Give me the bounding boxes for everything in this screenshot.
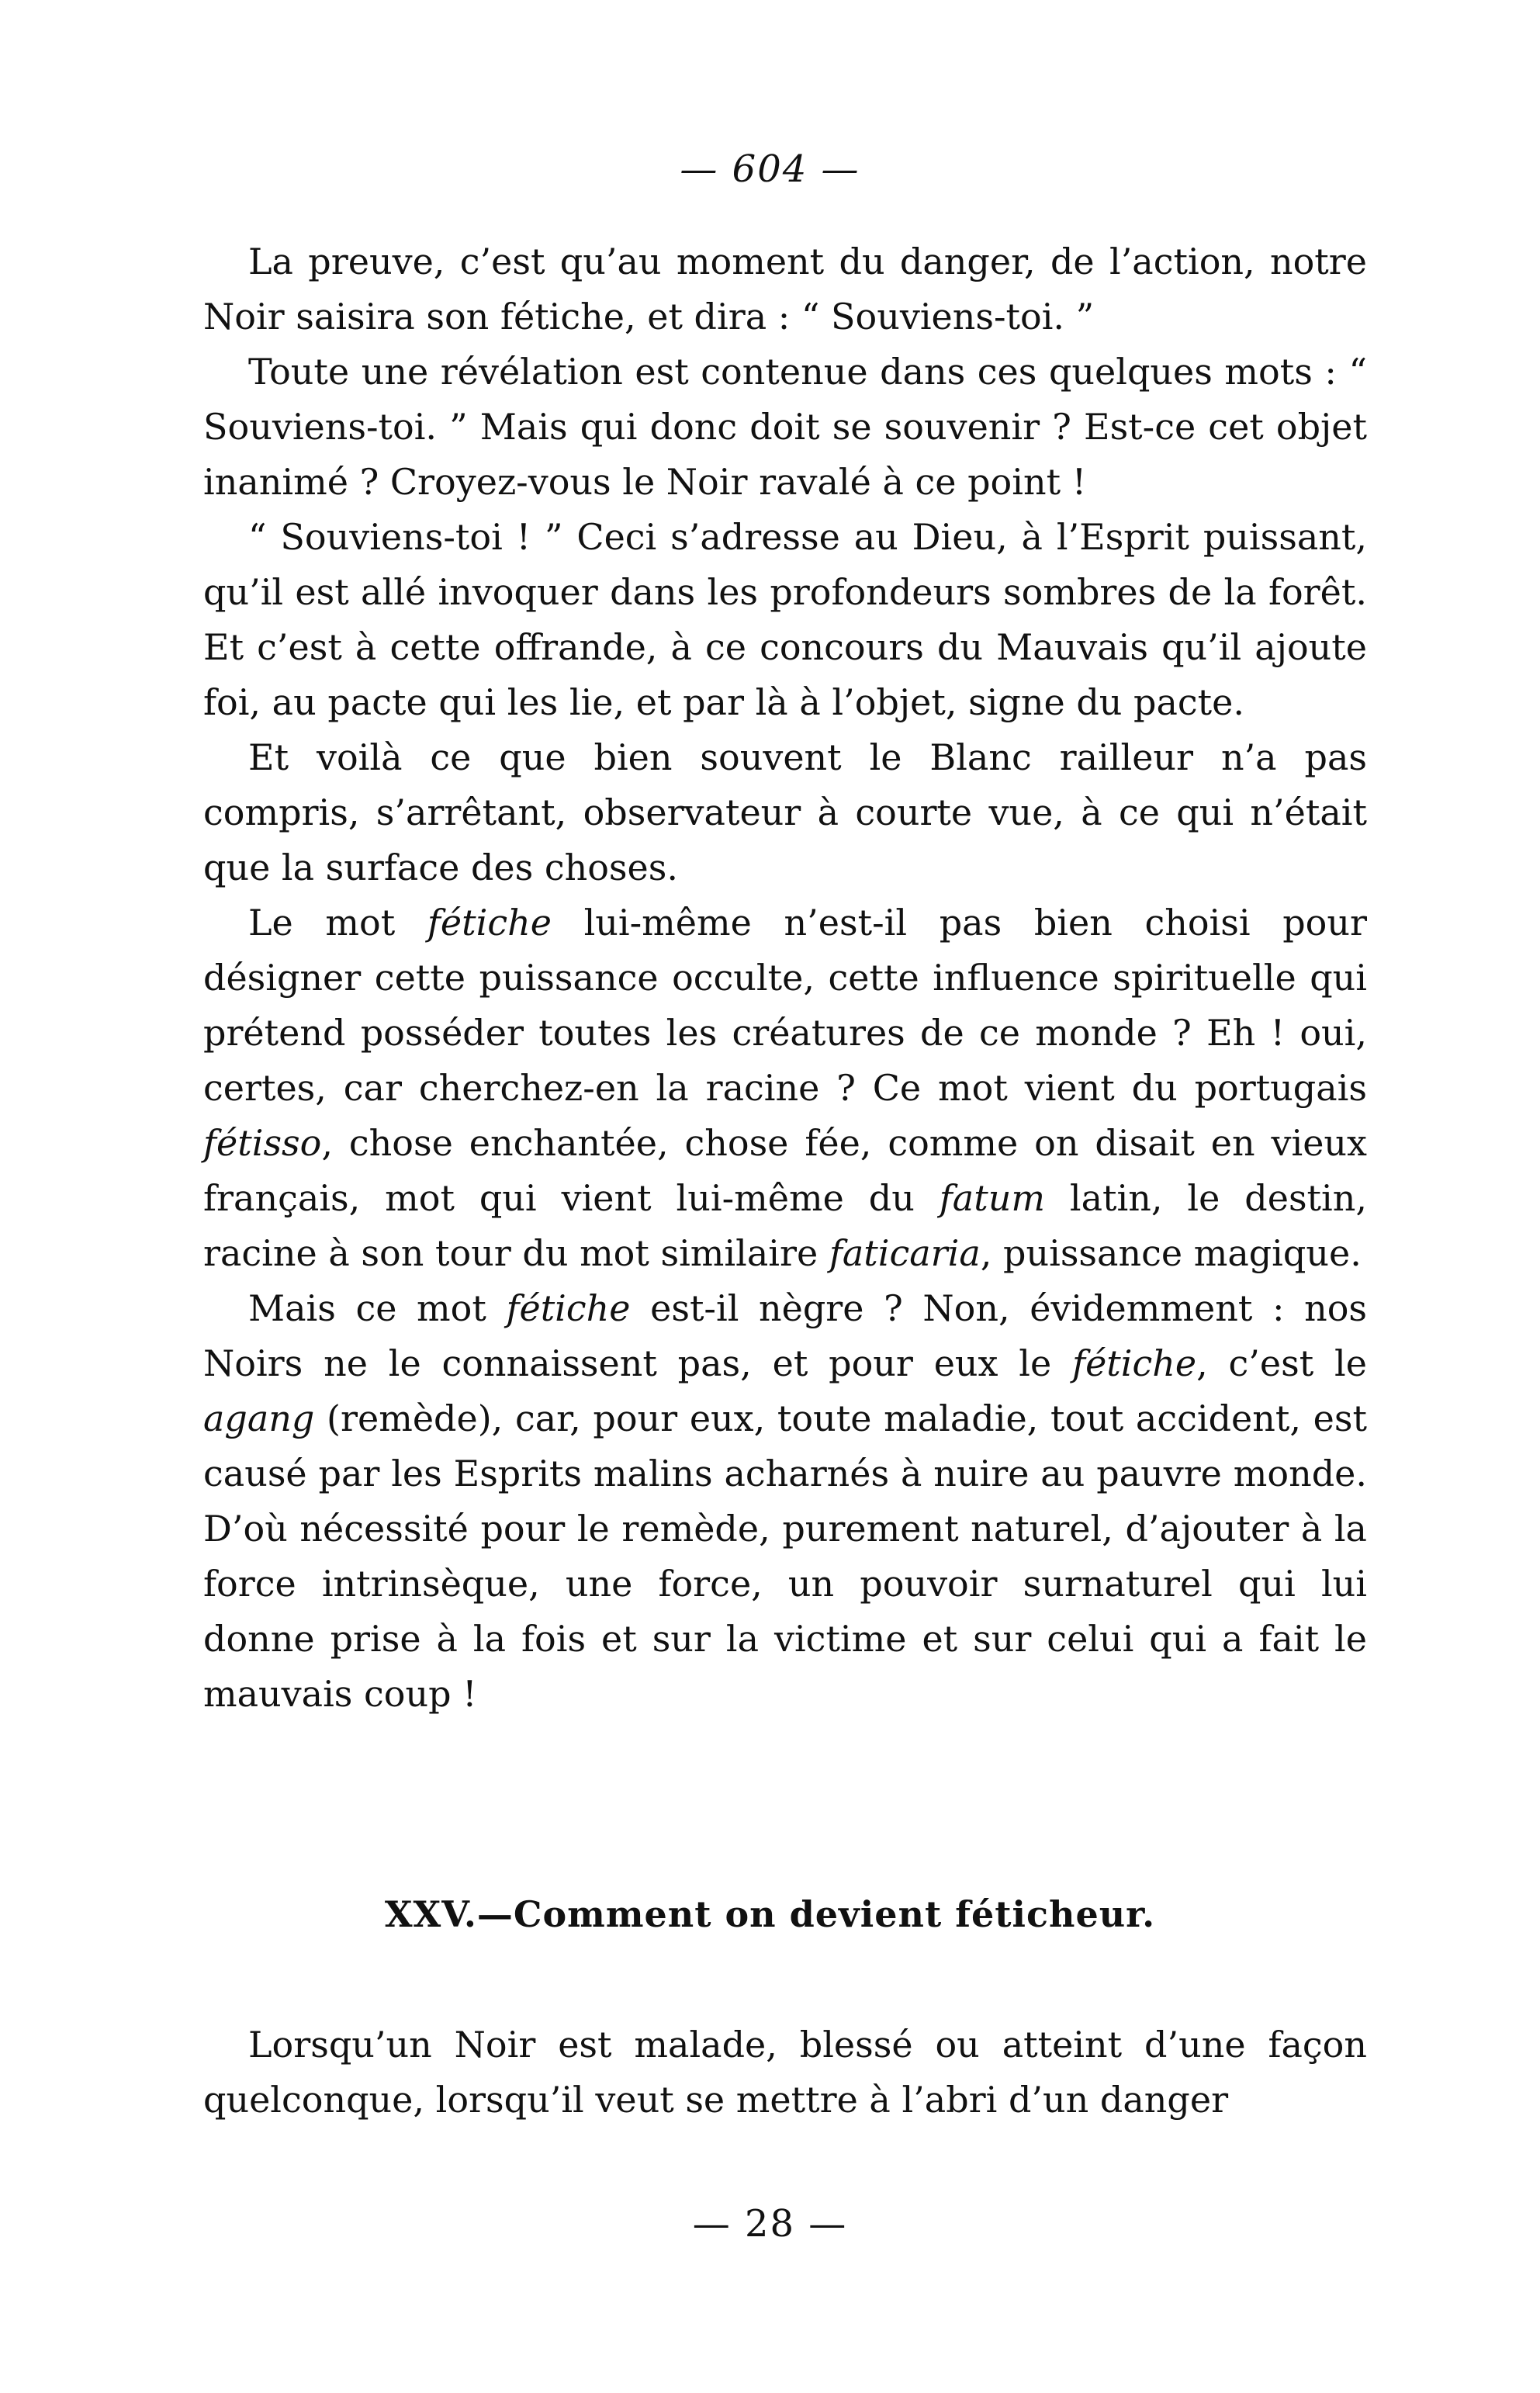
paragraph-4-text: Et voilà ce que bien souvent le Blanc railleur n’a pas compris, s’arrêtant, observateur à courte vue, à ce qui n’était que la surface des choses. [203, 736, 1367, 888]
paragraph-6 [203, 1281, 1367, 1722]
paragraph-6-text-1: Mais ce mot [248, 1287, 507, 1329]
paragraph-5-text-5: , puissance magique. [980, 1232, 1362, 1274]
body-text [203, 234, 1367, 1722]
paragraph-5-italic-fetisso: fétisso [203, 1122, 322, 1164]
section-heading: XXV.—Comment on devient féticheur. [384, 1893, 1156, 1935]
paragraph-5-text-3: , chose enchantée, chose fée, comme on disait en vieux français, mot qui vient lui-même du [203, 1122, 1367, 1219]
paragraph-6-text-3: , c’est le [1196, 1342, 1367, 1384]
paragraph-3 [203, 510, 1367, 730]
paragraph-2-text: Toute une révélation est contenue dans ces quelques mots : “ Souviens-toi. ” Mais qui donc doit se souvenir ? Est-ce cet objet inanimé ? Croyez-vous le Noir ravalé à ce point ! [203, 351, 1367, 503]
section-paragraph-1 [203, 2017, 1367, 2128]
paragraph-6-italic-fetiche-2: fétiche [1072, 1342, 1197, 1384]
paragraph-6-text-4: (remède), car, pour eux, toute maladie, tout accident, est causé par les Esprits malins acharnés à nuire au pauvre monde. D’où nécessité pour le remède, purement naturel, d’ajouter à la force intrinsèque, une force, un pouvoir surnaturel qui lui donne prise à la fois et sur la victime et sur celui qui a fait le mauvais coup ! [203, 1397, 1367, 1715]
paragraph-4 [203, 730, 1367, 895]
paragraph-6-italic-agang: agang [203, 1397, 315, 1439]
section-paragraph-1-text: Lorsqu’un Noir est malade, blessé ou atteint d’une façon quelconque, lorsqu’il veut se mettre à l’abri d’un danger [203, 2024, 1367, 2121]
paragraph-5-italic-faticaria: faticaria [829, 1232, 981, 1274]
paragraph-3-text: “ Souviens-toi ! ” Ceci s’adresse au Dieu, à l’Esprit puissant, qu’il est allé invoquer dans les profondeurs sombres de la forêt. Et c’est à cette offrande, à ce concours du Mauvais qu’il ajoute foi, au pacte qui les lie, et par là à l’objet, signe du pacte. [203, 516, 1367, 723]
paragraph-5-italic-fetiche: fétiche [427, 902, 552, 944]
paragraph-5-text-1: Le mot [248, 902, 427, 944]
paragraph-2 [203, 345, 1367, 510]
section-body-text [203, 2017, 1367, 2128]
page-number-bottom: — 28 — [692, 2202, 848, 2246]
paragraph-5-text-2: lui-même n’est-il pas bien choisi pour désigner cette puissance occulte, cette influence spirituelle qui prétend posséder toutes les créatures de ce monde ? Eh ! oui, certes, car cherchez-en la racine ? Ce mot vient du portugais [203, 902, 1367, 1109]
paragraph-1 [203, 234, 1367, 345]
paragraph-1-text: La preuve, c’est qu’au moment du danger, de l’action, notre Noir saisira son fétiche, et dira : “ Souviens-toi. ” [203, 241, 1367, 338]
paragraph-5 [203, 895, 1367, 1281]
paragraph-5-italic-fatum: fatum [939, 1177, 1045, 1219]
paragraph-5-text-4: latin, le destin, racine à son tour du mot similaire [203, 1177, 1367, 1274]
page-number-top: — 604 — [680, 147, 860, 191]
paragraph-6-italic-fetiche-1: fétiche [506, 1287, 631, 1329]
paragraph-6-text-2: est-il nègre ? Non, évidemment : nos Noirs ne le connaissent pas, et pour eux le [203, 1287, 1367, 1384]
